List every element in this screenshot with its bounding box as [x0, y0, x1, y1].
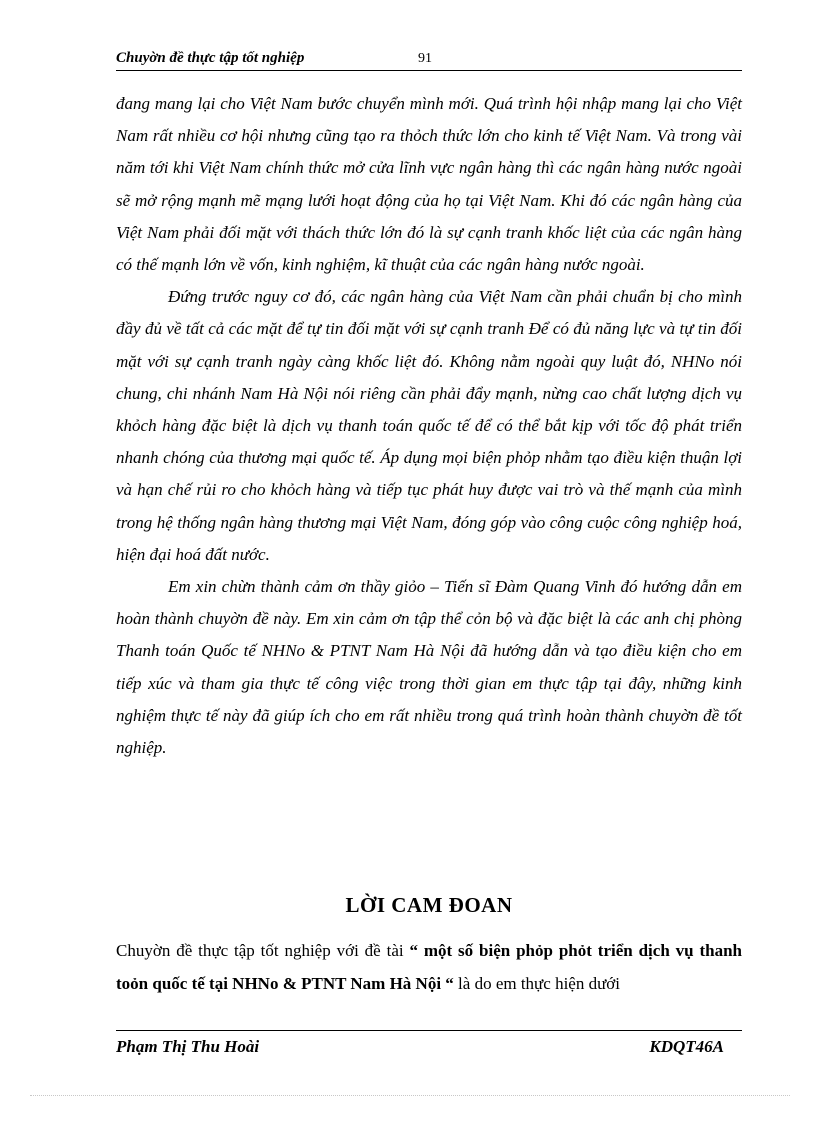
header-title: Chuyờn đề thực tập tốt nghiệp	[116, 50, 305, 66]
paragraph-3: Em xin chừn thành cảm ơn thầy giỏo – Tiến sĩ Đàm Quang Vinh đó hướng dẫn em hoàn thành chuyờn đề này. Em xin cảm ơn tập thể cỏn bộ và đặc biệt là các anh chị phòng Thanh toán Quốc tế NHNo & PTNT Nam Hà Nội đã hướng dẫn và tạo điều kiện cho em tiếp xúc và tham gia thực tế công việc trong thời gian em thực tập tại đây, những kinh nghiệm thực tế này đã giúp ích cho em rất nhiều trong quá trình hoàn thành chuyờn đề tốt nghiệp.	[116, 577, 742, 758]
page-edge-divider	[30, 1095, 790, 1096]
page-footer	[116, 1030, 742, 1061]
declaration-suffix: là do em thực hiện dưới	[453, 974, 621, 993]
declaration-paragraph	[116, 934, 742, 1000]
page-header	[116, 48, 742, 71]
page-number: 91	[418, 51, 432, 66]
section-heading: LỜI CAM ĐOAN	[345, 893, 513, 917]
paragraph-1: đang mang lại cho Việt Nam bước chuyển mình mới. Quá trình hội nhập mang lại cho Việt Nam rất nhiều cơ hội nhưng cũng tạo ra thỏch thức lớn cho kinh tế Việt Nam. Và trong vài năm tới khi Việt Nam chính thức mở cửa lĩnh vực ngân hàng thì các ngân hàng nước ngoài sẽ mở rộng mạnh mẽ mạng lưới hoạt động của họ tại Việt Nam. Khi đó các ngân hàng của Việt Nam phải đối mặt với thách thức lớn đó là sự cạnh tranh khốc liệt của các ngân hàng có thế mạnh lớn về vốn, kinh nghiệm, kĩ thuật của các ngân hàng nước ngoài.	[116, 94, 742, 275]
declaration-title: “ một số biện phỏp phỏt triển dịch vụ thanh toỏn quốc tế tại NHNo & PTNT Nam Hà Nội “	[116, 941, 743, 993]
footer-author: Phạm Thị Thu Hoài	[116, 1037, 260, 1056]
declaration-prefix: Chuyờn đề thực tập tốt nghiệp với đề tài	[116, 941, 410, 960]
paragraph-2: Đứng trước nguy cơ đó, các ngân hàng của Việt Nam cần phải chuẩn bị cho mình đầy đủ về tất cả các mặt để tự tin đối mặt với sự cạnh tranh Để có đủ năng lực và tự tin đối mặt với sự cạnh tranh ngày càng khốc liệt đó. Không nằm ngoài quy luật đó, NHNo nói chung, chi nhánh Nam Hà Nội nói riêng cần phải đẩy mạnh, nừng cao chất lượng dịch vụ khỏch hàng đặc biệt là dịch vụ thanh toán quốc tế để có thể bắt kịp với tốc độ phát triển nhanh chóng của thương mại quốc tế. Áp dụng mọi biện phỏp nhằm tạo điều kiện thuận lợi và hạn chế rủi ro cho khỏch hàng và tiếp tục phát huy được vai trò và thế mạnh của mình trong hệ thống ngân hàng thương mại Việt Nam, đóng góp vào công cuộc công nghiệp hoá, hiện đại hoá đất nước.	[116, 287, 742, 564]
body-text	[116, 88, 742, 764]
footer-class-code: KDQT46A	[649, 1037, 724, 1056]
